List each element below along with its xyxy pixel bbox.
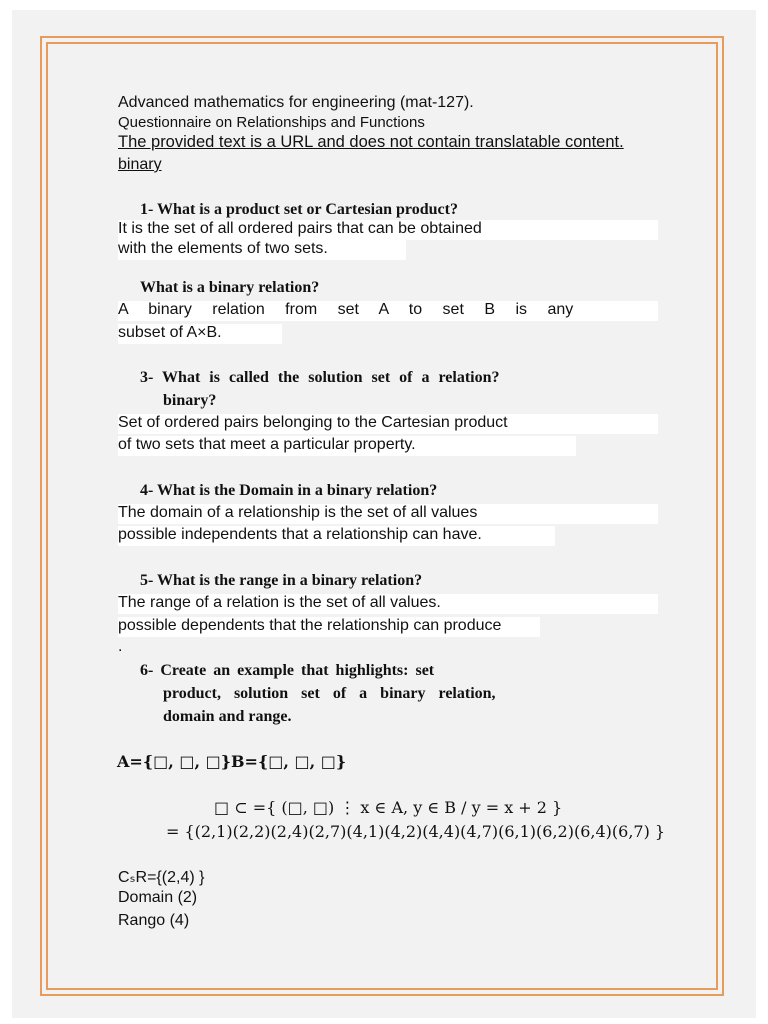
answer-3-line-2: of two sets that meet a particular property.	[118, 436, 576, 456]
answer-2-line-2: subset of A×B.	[118, 324, 282, 344]
question-1: 1- What is a product set or Cartesian product?	[140, 201, 458, 218]
question-3-line-2: binary?	[163, 392, 217, 409]
course-title: Advanced mathematics for engineering (mat-127).	[118, 94, 474, 111]
answer-5-line-3: .	[118, 638, 123, 655]
questionnaire-subtitle: Questionnaire on Relationships and Functions	[118, 114, 425, 131]
binary-label: binary	[118, 156, 162, 173]
question-2: What is a binary relation?	[140, 279, 320, 296]
answer-2-line-1: A binary relation from set A to set B is any	[118, 301, 578, 321]
question-4: 4- What is the Domain in a binary relation?	[140, 482, 438, 499]
answer-5-line-1: The range of a relation is the set of all values.	[118, 594, 658, 614]
answer-1-line-2: with the elements of two sets.	[118, 240, 406, 260]
answer-4-line-1: The domain of a relationship is the set of all values	[118, 504, 658, 524]
range-value: Rango (4)	[118, 912, 190, 929]
question-6-line-3: domain and range.	[163, 708, 292, 725]
answer-4-line-2: possible independents that a relationship can have.	[118, 526, 555, 546]
question-6-line-1: 6- Create an example that highlights: set	[140, 662, 435, 679]
answer-5-line-2: possible dependents that the relationship can produce	[118, 617, 540, 637]
solution-set: CₛR={(2,4) }	[118, 869, 205, 886]
question-5: 5- What is the range in a binary relation?	[140, 572, 423, 589]
url-note: The provided text is a URL and does not contain translatable content.	[118, 133, 624, 151]
question-3-line-1: 3- What is called the solution set of a relation?	[140, 369, 500, 386]
domain-value: Domain (2)	[118, 889, 198, 906]
question-6-line-2: product, solution set of a binary relation,	[163, 685, 496, 702]
answer-1-line-1: It is the set of all ordered pairs that can be obtained	[118, 220, 658, 240]
answer-2-highlight-tail	[578, 301, 658, 321]
example-pairs: = {(2,1)(2,2)(2,4)(2,7)(4,1)(4,2)(4,4)(4,7)(6,1)(6,2)(6,4)(6,7) }	[166, 822, 666, 841]
example-sets: A={□, □, □}B={□, □, □}	[117, 752, 347, 771]
answer-3-line-1: Set of ordered pairs belonging to the Cartesian product	[118, 414, 658, 434]
example-relation: □ ⊂ ={ (□, □) ⋮ x ∈ A, y ∈ B / y = x + 2 }	[214, 798, 563, 817]
